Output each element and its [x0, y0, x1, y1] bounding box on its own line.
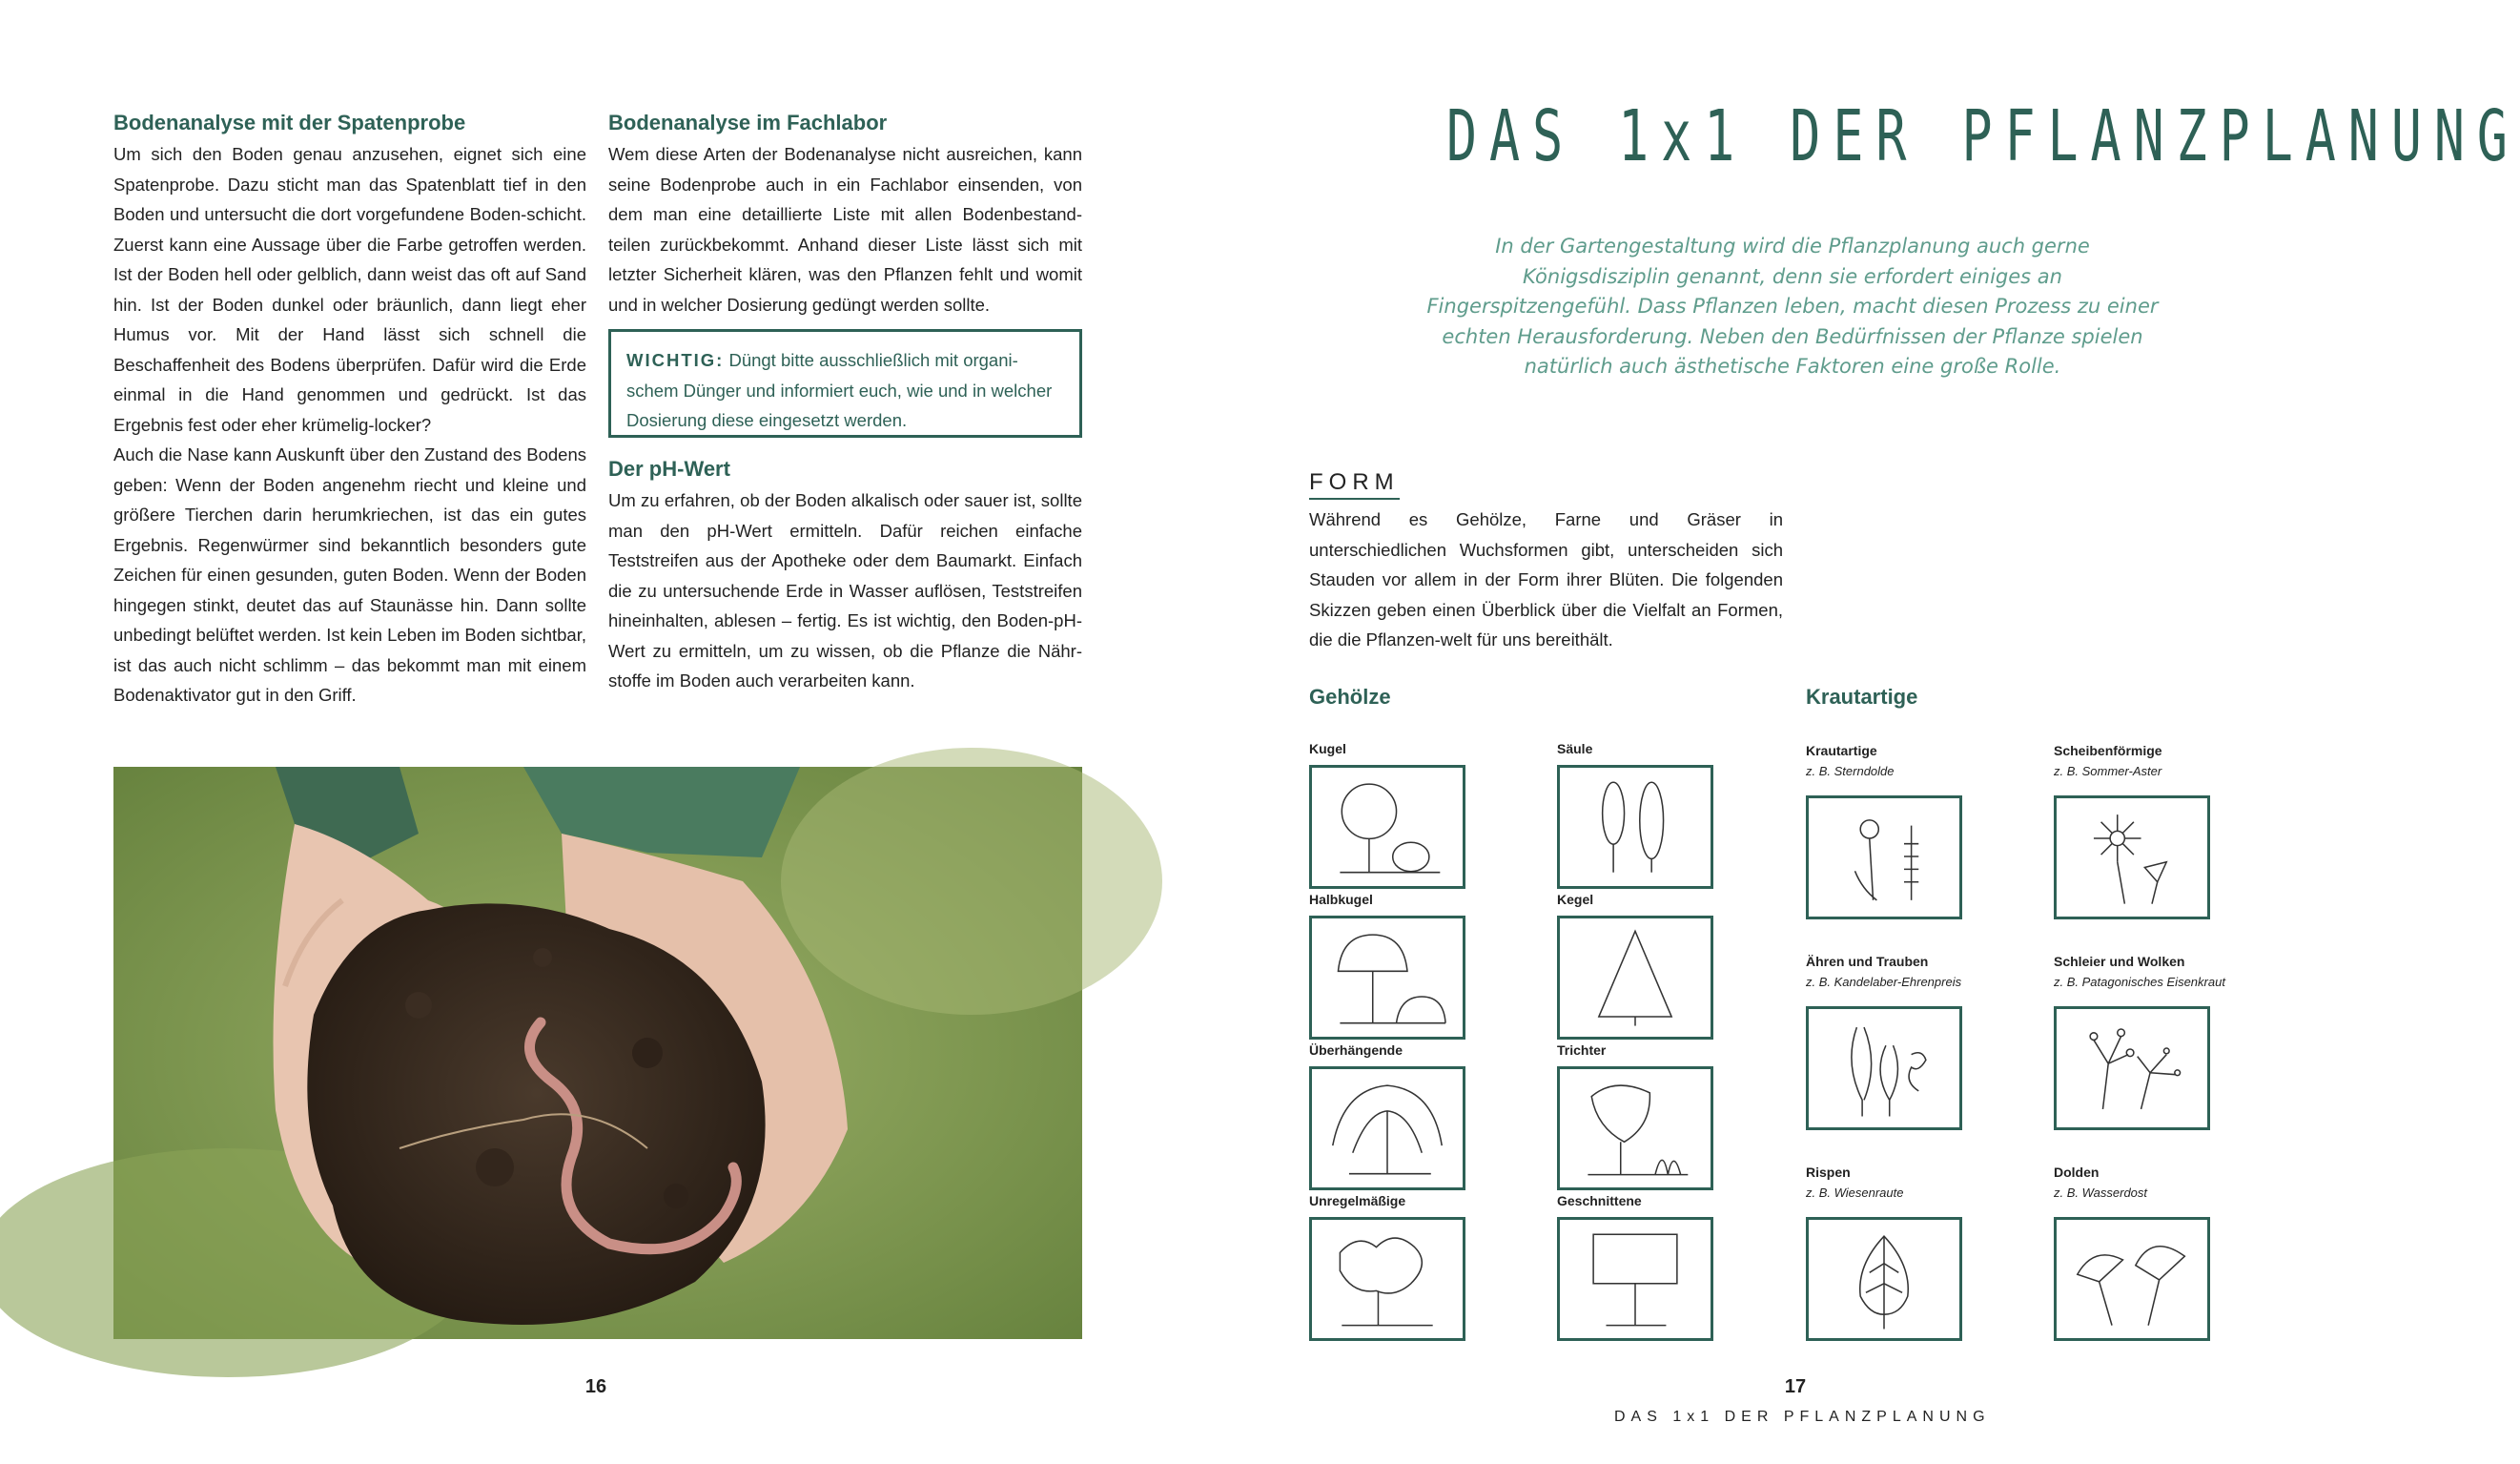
- sketch-label-halbkugel: Halbkugel: [1309, 892, 1373, 907]
- kraut-label-aehren: Ähren und Trauben: [1806, 954, 1929, 969]
- paragraph-fachlabor: Wem diese Arten der Bodenanalyse nicht ausreichen, kann seine Bodenprobe auch in ein Fachlabor einsenden, von dem man eine detaillierte Liste mit allen Bodenbestand-teilen zurückbekommt. Anhand dieser Liste lässt sich mit letzter Sicherheit klären, was den Pflanzen fehlt und womit und in welcher Dosierung gedüngt werden sollte.: [608, 144, 1082, 315]
- note-label: WICHTIG:: [626, 350, 725, 370]
- sketch-label-saeule: Säule: [1557, 741, 1593, 756]
- form-heading: FORM: [1309, 469, 1400, 500]
- sketch-unregelmaessige: [1309, 1217, 1465, 1341]
- form-heading-wrap: [1309, 469, 1400, 500]
- chapter-intro: In der Gartengestaltung wird die Pflanzplanung auch gerne Königsdisziplin genannt, denn sie erfordert einiges an Fingerspitzengefühl. Dass Pflanzen leben, macht diesen Prozess zu einer echten Herausforderung. Neben den Bedürfnissen der Pflanze spielen natürlich auch ästhetische Faktoren eine große Rolle.: [1426, 235, 2159, 378]
- sketch-rispen: [1806, 1217, 1962, 1341]
- sketch-schleier: [2054, 1006, 2210, 1130]
- kraut-label-scheibenfoermige: Scheibenförmige: [2054, 743, 2162, 758]
- kraut-label-rispen-group: [1806, 1165, 1903, 1200]
- soil-photo-illustration: [113, 767, 1082, 1339]
- sketch-aehren: [1806, 1006, 1962, 1130]
- kraut-label-rispen: Rispen: [1806, 1165, 1851, 1180]
- sketch-dolden: [2054, 1217, 2210, 1341]
- important-note-box: [608, 329, 1082, 438]
- kraut-example-aehren: z. B. Kandelaber-Ehrenpreis: [1806, 975, 1962, 989]
- krautartige-heading: Krautartige: [1806, 685, 1918, 709]
- kraut-example-schleier: z. B. Patagonisches Eisenkraut: [2054, 975, 2225, 989]
- kraut-label-schleier: Schleier und Wolken: [2054, 954, 2185, 969]
- sketch-label-kugel: Kugel: [1309, 741, 1346, 756]
- kraut-label-schleier-group: [2054, 954, 2225, 989]
- section-heading-spatenprobe: Bodenanalyse mit der Spatenprobe: [113, 111, 466, 134]
- running-footer: DAS 1x1 DER PFLANZPLANUNG: [1614, 1409, 1991, 1425]
- sketch-kegel: [1557, 916, 1713, 1040]
- kraut-example-scheibenfoermige: z. B. Sommer-Aster: [2054, 764, 2162, 778]
- sketch-label-ueberhaengende: Überhängende: [1309, 1042, 1403, 1058]
- kraut-label-dolden: Dolden: [2054, 1165, 2100, 1180]
- sketch-label-kegel: Kegel: [1557, 892, 1594, 907]
- section-heading-ph: Der pH-Wert: [608, 457, 730, 481]
- kraut-label-aehren-group: [1806, 954, 1961, 989]
- chapter-title: DAS 1x1 DER PFLANZPLANUNG: [1446, 95, 2520, 177]
- gehoelze-heading: Gehölze: [1309, 685, 1391, 709]
- paragraph-ph: Um zu erfahren, ob der Boden alkalisch oder sauer ist, sollte man den pH-Wert ermitteln. Dafür reichen einfache Teststreifen aus der Apotheke oder dem Baumarkt. Einfach die zu untersuchende Erde in Wasser auflösen, Teststreifen hineinhalten, ablesen – fertig. Es ist wichtig, den Boden-pH-Wert zu ermitteln, um zu wissen, ob die Pflanze die Nähr-stoffe im Boden auch verarbeiten kann.: [608, 490, 1082, 691]
- sketch-trichter: [1557, 1066, 1713, 1190]
- kraut-example-dolden: z. B. Wasserdost: [2054, 1186, 2148, 1200]
- sketch-kugel: [1309, 765, 1465, 889]
- sketch-label-geschnittene: Geschnittene: [1557, 1193, 1642, 1208]
- sketch-krautartige: [1806, 795, 1962, 919]
- sketch-saeule: [1557, 765, 1713, 889]
- kraut-example-krautartige: z. B. Sterndolde: [1806, 764, 1895, 778]
- kraut-example-rispen: z. B. Wiesenraute: [1806, 1186, 1904, 1200]
- sketch-scheibenfoermige: [2054, 795, 2210, 919]
- sketch-ueberhaengende: [1309, 1066, 1465, 1190]
- soil-photo: [113, 767, 1082, 1339]
- paragraph-nase: Auch die Nase kann Auskunft über den Zustand des Bodens geben: Wenn der Boden angenehm riecht und kleine und größere Tierchen darin herumkriechen, ist das ein gutes Ergebnis. Regenwürmer sind bekanntlich besonders gute Zeichen für einen gesunden, guten Boden. Wenn der Boden hingegen stinkt, deutet das auf Staunässe hin. Dann sollte unbedingt belüftet werden. Ist kein Leben im Boden sichtbar, ist das auch nicht schlimm – das bekommt man mit einem Bodenaktivator gut in den Griff.: [113, 444, 586, 705]
- page-number-right: 17: [1784, 1376, 1807, 1397]
- sketch-halbkugel: [1309, 916, 1465, 1040]
- kraut-label-krautartige: Krautartige: [1806, 743, 1877, 758]
- section-heading-fachlabor: Bodenanalyse im Fachlabor: [608, 111, 888, 134]
- note-text: Düngt bitte ausschließlich mit organi-schem Dünger und informiert euch, wie und in welcher Dosierung diese eingesetzt werden.: [626, 350, 1053, 430]
- page-number-left: 16: [584, 1376, 607, 1397]
- kraut-label-dolden-group: [2054, 1165, 2147, 1200]
- form-paragraph: Während es Gehölze, Farne und Gräser in unterschiedlichen Wuchsformen gibt, unterscheiden sich Stauden vor allem in der Form ihrer Blüten. Die folgenden Skizzen geben einen Überblick über die Vielfalt an Formen, die die Pflanzen-welt für uns bereithält.: [1309, 509, 1783, 650]
- left-column-1: [113, 111, 586, 711]
- sketch-geschnittene: [1557, 1217, 1713, 1341]
- sketch-label-trichter: Trichter: [1557, 1042, 1607, 1058]
- sketch-label-unregelmaessige: Unregelmäßige: [1309, 1193, 1406, 1208]
- kraut-label-scheibenfoermige-group: [2054, 743, 2162, 778]
- kraut-label-krautartige-group: [1806, 743, 1895, 778]
- paragraph-spatenprobe: Um sich den Boden genau anzusehen, eignet sich eine Spatenprobe. Dazu sticht man das Spatenblatt tief in den Boden und untersucht die dort vorgefundene Boden-schicht. Zuerst kann eine Aussage über die Farbe getroffen werden. Ist der Boden hell oder gelblich, dann weist das oft auf Sand hin. Ist der Boden dunkel oder bräunlich, dann liegt eher Humus vor. Mit der Hand lässt sich schnell die Beschaffenheit des Bodens überprüfen. Dafür wird die Erde einmal in die Hand genommen und gedrückt. Ist das Ergebnis fest oder eher krümelig-locker?: [113, 144, 586, 435]
- left-column-2: [608, 111, 1082, 696]
